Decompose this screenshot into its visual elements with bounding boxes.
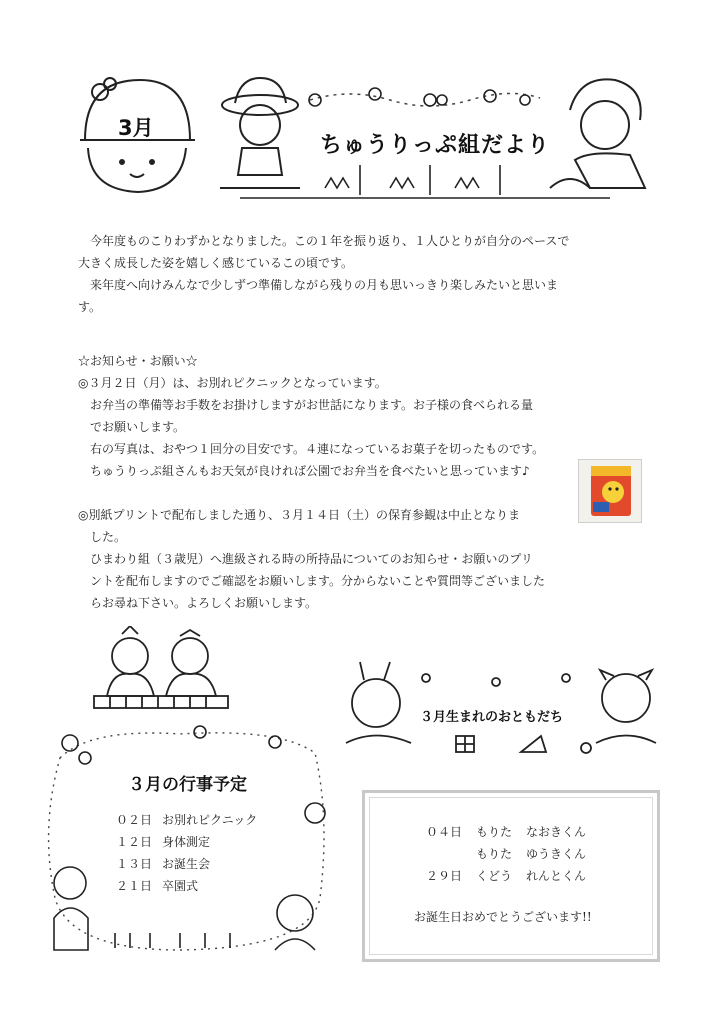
events-title: ３月の行事予定 xyxy=(128,775,247,795)
event-row xyxy=(116,877,198,894)
birthday-given-name: なおきくん xyxy=(526,825,587,839)
birthday-family-name: くどう xyxy=(476,869,513,883)
birthday-day: ０４日 xyxy=(426,825,463,839)
birthday-day: ２９日 xyxy=(426,869,463,883)
birthday-title: ３月生まれのおともだち xyxy=(420,710,564,725)
event-day: ０２日 xyxy=(116,813,153,827)
notice-line: 右の写真は、おやつ１回分の目安です。４連になっているお菓子を切ったものです。 xyxy=(90,442,545,456)
intro-line: 来年度へ向けみんなで少しずつ準備しながら残りの月も思いっきり楽しみたいと思いま xyxy=(90,278,559,292)
event-name: お別れピクニック xyxy=(162,813,258,827)
event-name: 身体測定 xyxy=(162,835,211,849)
month-badge: 3月 xyxy=(118,116,154,140)
intro-line: す。 xyxy=(78,300,102,314)
birthday-family-name: もりた xyxy=(476,825,513,839)
snack-package-icon xyxy=(579,460,641,522)
event-day: ２１日 xyxy=(116,879,153,893)
birthday-row xyxy=(426,867,586,884)
birthday-given-name: ゆうきくん xyxy=(526,847,587,861)
notice-line: らお尋ね下さい。よろしくお願いします。 xyxy=(90,596,318,610)
birthday-family-name: もりた xyxy=(476,847,513,861)
notice-line: ◎別紙プリントで配布しました通り、３月１４日（土）の保育参観は中止となりま xyxy=(78,508,520,522)
notice-line: ◎３月２日（月）は、お別れピクニックとなっています。 xyxy=(78,376,387,390)
event-name: 卒園式 xyxy=(162,879,199,893)
intro-line: 今年度ものこりわずかとなりました。この１年を振り返り、１人ひとりが自分のペースで xyxy=(90,234,570,248)
hina-dolls-illustration xyxy=(92,626,232,712)
snack-photo xyxy=(578,459,642,523)
event-day: １２日 xyxy=(116,835,153,849)
event-day: １３日 xyxy=(116,857,153,871)
event-name: お誕生会 xyxy=(162,857,211,871)
intro-line: 大きく成長した姿を嬉しく感じているこの頃です。 xyxy=(78,256,354,270)
birthday-given-name: れんとくん xyxy=(526,869,587,883)
notices-section xyxy=(78,350,618,614)
notice-line: お弁当の準備等お手数をお掛けしますがお世話になります。お子様の食べられる量 xyxy=(90,398,534,412)
notice-line: でお願いします。 xyxy=(90,420,186,434)
event-row xyxy=(116,811,257,828)
birthday-row xyxy=(426,845,586,862)
notice-line: した。 xyxy=(90,530,127,544)
notice-line: ントを配布しますのでご確認をお願いします。分からないことや質問等ございました xyxy=(90,574,546,588)
notices-heading: ☆お知らせ・お願い☆ xyxy=(78,354,198,368)
notice-line: ちゅうりっぷ組さんもお天気が良ければ公園でお弁当を食べたいと思っています♪ xyxy=(90,464,530,478)
event-row xyxy=(116,833,210,850)
birthday-row xyxy=(426,823,586,840)
event-row xyxy=(116,855,210,872)
notice-line: ひまわり組（３歳児）へ進級される時の所持品についてのお知らせ・お願いのプリ xyxy=(90,552,533,566)
intro-paragraph xyxy=(78,230,618,318)
birthday-message: お誕生日おめでとうございます!! xyxy=(414,910,592,924)
newsletter-title: ちゅうりっぷ組だより xyxy=(320,133,551,158)
